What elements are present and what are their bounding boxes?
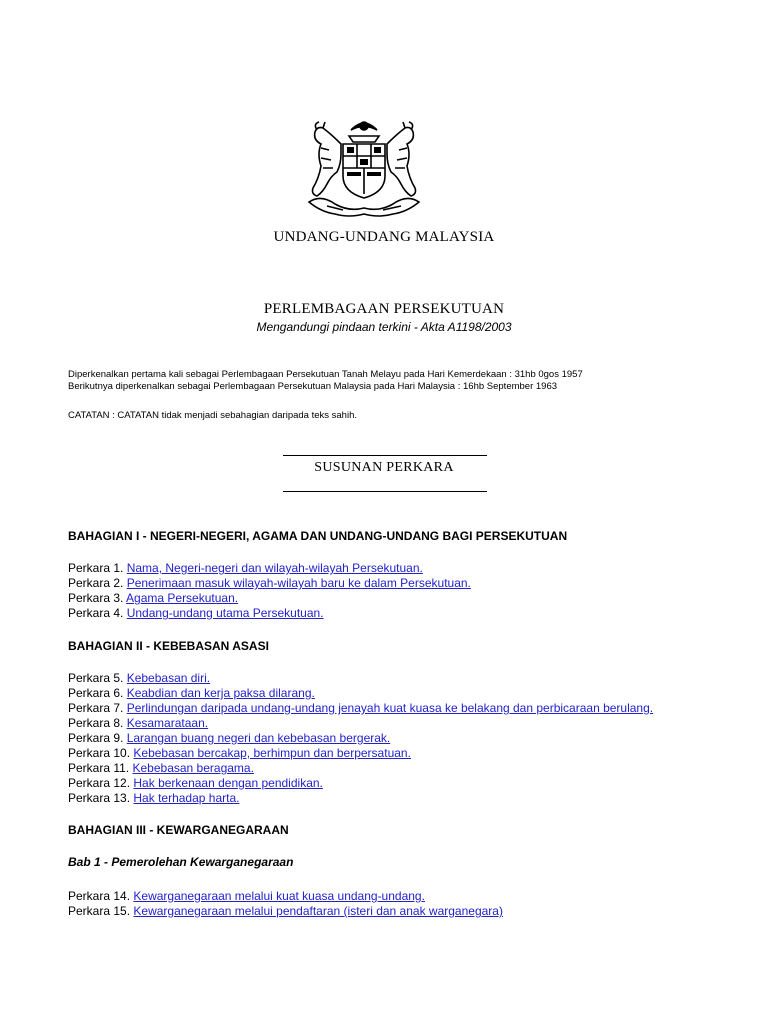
- article-number: Perkara 5.: [68, 671, 124, 685]
- article-item: [68, 761, 653, 776]
- article-item: [68, 716, 653, 731]
- part-2-heading: BAHAGIAN II - KEBEBASAN ASASI: [68, 639, 269, 653]
- article-item: [68, 731, 653, 746]
- article-link[interactable]: Agama Persekutuan.: [126, 591, 239, 605]
- part-2-article-list: [68, 671, 653, 806]
- article-link[interactable]: Kesamarataan.: [126, 716, 209, 730]
- article-item: [68, 576, 471, 591]
- article-number: Perkara 6.: [68, 686, 124, 700]
- article-number: Perkara 2.: [68, 576, 124, 590]
- article-item: [68, 776, 653, 791]
- article-number: Perkara 11.: [68, 761, 130, 775]
- article-link[interactable]: Hak berkenaan dengan pendidikan.: [133, 776, 323, 790]
- article-link[interactable]: Undang-undang utama Persekutuan.: [126, 606, 324, 620]
- chapter-1-article-list: [68, 889, 503, 919]
- article-item: [68, 701, 653, 716]
- article-link[interactable]: Nama, Negeri-negeri dan wilayah-wilayah Persekutuan.: [126, 561, 423, 575]
- document-subtitle: PERLEMBAGAAN PERSEKUTUAN: [263, 301, 505, 317]
- chapter-1-heading: Bab 1 - Pemerolehan Kewarganegaraan: [68, 855, 294, 869]
- article-item: [68, 561, 471, 576]
- part-1-article-list: [68, 561, 471, 621]
- part-3-heading: BAHAGIAN III - KEWARGANEGARAAN: [68, 823, 289, 837]
- intro-line-2: Berikutnya diperkenalkan sebagai Perlembagaan Persekutuan Malaysia pada Hari Malaysia : 16hb September 1963: [68, 381, 558, 392]
- article-item: [68, 606, 471, 621]
- article-link[interactable]: Penerimaan masuk wilayah-wilayah baru ke dalam Persekutuan.: [126, 576, 471, 590]
- article-number: Perkara 14.: [68, 889, 131, 903]
- article-item: [68, 686, 653, 701]
- article-link[interactable]: Kebebasan beragama.: [132, 761, 254, 775]
- article-number: Perkara 12.: [68, 776, 131, 790]
- article-link[interactable]: Kebebasan diri.: [126, 671, 211, 685]
- article-number: Perkara 10.: [68, 746, 131, 760]
- article-item: [68, 904, 503, 919]
- article-link[interactable]: Hak terhadap harta.: [133, 791, 240, 805]
- article-link[interactable]: Kewarganegaraan melalui pendaftaran (isteri dan anak warganegara): [133, 904, 503, 918]
- intro-line-1: Diperkenalkan pertama kali sebagai Perlembagaan Persekutuan Tanah Melayu pada Hari Kemerdekaan : 31hb 0gos 1957: [68, 369, 583, 380]
- amendment-note: Mengandungi pindaan terkini - Akta A1198/2003: [256, 320, 512, 334]
- article-number: Perkara 7.: [68, 701, 124, 715]
- article-link[interactable]: Kewarganegaraan melalui kuat kuasa undang-undang.: [133, 889, 425, 903]
- article-number: Perkara 1.: [68, 561, 124, 575]
- article-item: [68, 889, 503, 904]
- article-number: Perkara 15.: [68, 904, 131, 918]
- toc-bottom-rule: [283, 491, 487, 492]
- article-number: Perkara 9.: [68, 731, 124, 745]
- part-1-heading: BAHAGIAN I - NEGERI-NEGERI, AGAMA DAN UNDANG-UNDANG BAGI PERSEKUTUAN: [68, 529, 568, 543]
- article-link[interactable]: Keabdian dan kerja paksa dilarang.: [126, 686, 315, 700]
- coat-of-arms-icon: [299, 114, 429, 220]
- article-item: [68, 671, 653, 686]
- toc-title: SUSUNAN PERKARA: [314, 460, 454, 475]
- document-title: UNDANG-UNDANG MALAYSIA: [273, 229, 495, 245]
- article-item: [68, 791, 653, 806]
- article-number: Perkara 8.: [68, 716, 124, 730]
- catatan-note: CATATAN : CATATAN tidak menjadi sebahagian daripada teks sahih.: [68, 410, 357, 421]
- toc-top-rule: [283, 455, 487, 456]
- article-link[interactable]: Larangan buang negeri dan kebebasan bergerak.: [126, 731, 391, 745]
- article-item: [68, 591, 471, 606]
- article-link[interactable]: Perlindungan daripada undang-undang jenayah kuat kuasa ke belakang dan perbicaraan berulang.: [126, 701, 654, 715]
- article-number: Perkara 4.: [68, 606, 124, 620]
- article-number: Perkara 13.: [68, 791, 131, 805]
- article-item: [68, 746, 653, 761]
- article-link[interactable]: Kebebasan bercakap, berhimpun dan berpersatuan.: [133, 746, 411, 760]
- article-number: Perkara 3.: [68, 591, 124, 605]
